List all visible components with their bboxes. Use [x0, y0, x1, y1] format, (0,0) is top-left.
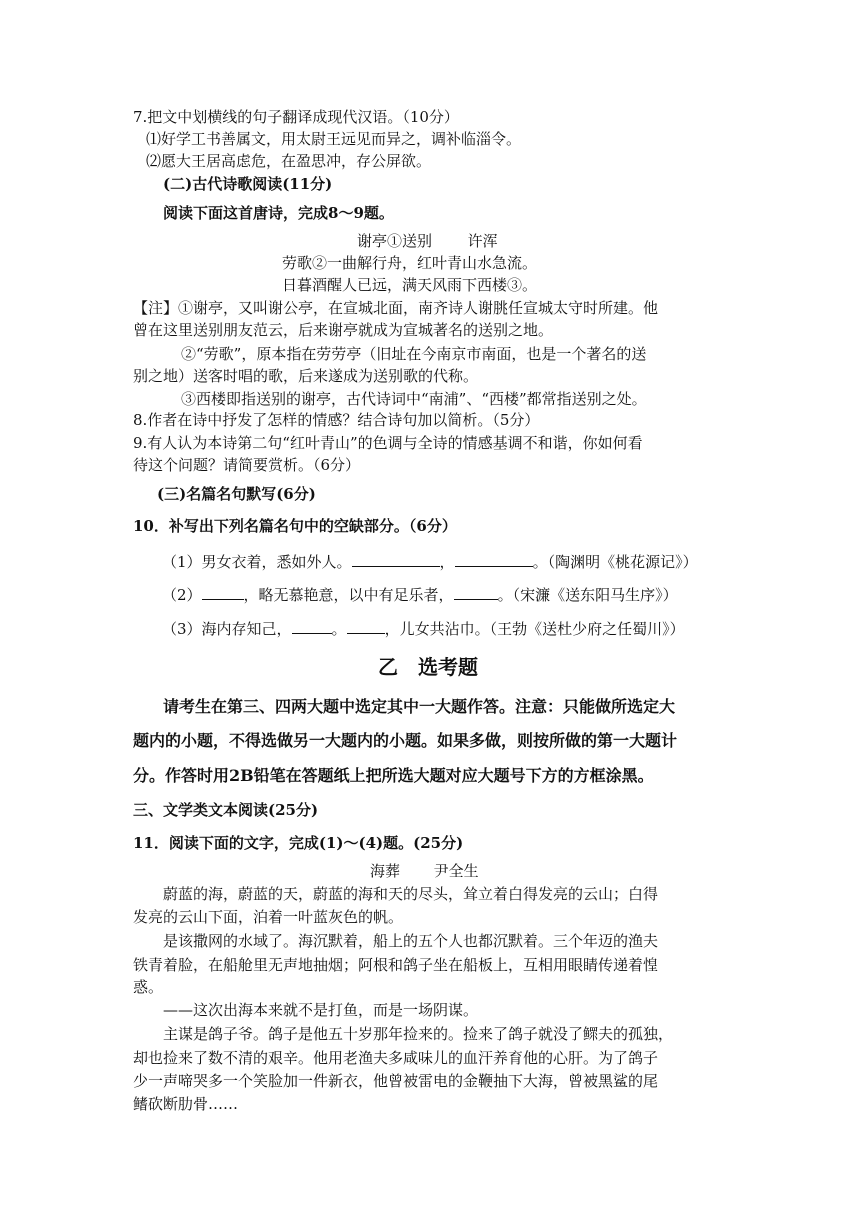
q9-line-2: 待这个问题？请简要赏析。（6分）: [133, 456, 361, 474]
story-p4-line-1: 主谋是鸽子爷。鸽子是他五十岁那年捡来的。捡来了鸽子就没了鳏夫的孤独，: [163, 1025, 674, 1043]
answer-blank[interactable]: [202, 585, 244, 600]
answer-blank[interactable]: [347, 619, 385, 634]
dictation-item-2-label: （2）: [162, 586, 202, 604]
poem-line-1: 劳歌②一曲解行舟，红叶青山水急流。: [282, 254, 538, 272]
q7-stem: 7.把文中划横线的句子翻译成现代汉语。（10分）: [133, 108, 459, 126]
dictation-item-1-source: 。（陶渊明《桃花源记》）: [532, 553, 698, 571]
story-title-text: 海葬: [370, 862, 401, 880]
dictation-item-2: [162, 585, 678, 605]
q7-sentence-1: ⑴好学工书善属文，用太尉王远见而异之，调补临淄令。: [146, 130, 522, 148]
dictation-item-2-source: 。（宋濂《送东阳马生序》）: [497, 586, 678, 604]
answer-blank[interactable]: [352, 552, 440, 567]
dictation-item-1: [162, 552, 698, 572]
answer-blank[interactable]: [454, 585, 498, 600]
poem-author: 许浑: [467, 232, 498, 250]
literature-heading: 三、文学类文本阅读(25分): [133, 801, 319, 819]
section-b-p2: 题内的小题，不得选做另一大题内的小题。如果多做，则按所做的第一大题计: [133, 731, 678, 750]
section-b-p1: 请考生在第三、四两大题中选定其中一大题作答。注意：只能做所选定大: [163, 697, 676, 716]
dictation-item-3-sep: 。: [331, 620, 347, 638]
story-author: 尹全生: [433, 862, 479, 880]
dictation-heading: (三)名篇名句默写(6分): [157, 485, 316, 503]
story-p4-line-2: 却也捡来了数不清的艰辛。他用老渔夫多咸味儿的血汗养育他的心肝。为了鸽子: [133, 1049, 659, 1067]
note-1-line-1: 【注】①谢亭，又叫谢公亭，在宣城北面，南齐诗人谢朓任宣城太守时所建。他: [133, 299, 659, 317]
note-2-line-1: ②“劳歌”，原本指在劳劳亭（旧址在今南京市南面，也是一个著名的送: [181, 345, 647, 363]
poem-title: [357, 231, 498, 251]
dictation-item-3-text: （3）海内存知己，: [162, 620, 292, 638]
q9-line-1: 9.有人认为本诗第二句“红叶青山”的色调与全诗的情感基调不和谐，你如何看: [133, 434, 643, 452]
note-3: ③西楼即指送别的谢亭，古代诗词中“南浦”、“西楼”都常指送别之处。: [181, 390, 647, 408]
poem-line-2: 日暮酒醒人已远，满天风雨下西楼③。: [282, 276, 538, 294]
story-p4-line-3: 少一声啼哭多一个笑脸加一件新衣，他曾被雷电的金鞭抽下大海，曾被黑鲨的尾: [133, 1072, 659, 1090]
dictation-item-2-text: ，略无慕艳意，以中有足乐者，: [243, 586, 454, 604]
q10: 10．补写出下列名篇名句中的空缺部分。（6分）: [133, 517, 457, 535]
poem-title-text: 谢亭①送别: [357, 232, 433, 250]
story-title: [370, 861, 479, 881]
dictation-item-3-source: ，儿女共沾巾。（王勃《送杜少府之任蜀川》）: [384, 620, 685, 638]
q7-sentence-2: ⑵愿大王居高虑危，在盈思冲，存公屏欲。: [146, 152, 432, 170]
section-b-p3: 分。作答时用2B铅笔在答题纸上把所选大题对应大题号下方的方框涂黑。: [133, 766, 654, 785]
story-p2-line-3: 惑。: [133, 978, 164, 996]
story-p1-line-2: 发亮的云山下面，泊着一叶蓝灰色的帆。: [133, 908, 404, 926]
q8: 8.作者在诗中抒发了怎样的情感？结合诗句加以简析。（5分）: [133, 411, 540, 429]
q11: 11．阅读下面的文字，完成(1)～(4)题。(25分): [133, 834, 464, 852]
section-b-title: 乙 选考题: [378, 655, 478, 679]
dictation-item-3: [162, 619, 685, 639]
note-1-line-2: 曾在这里送别朋友范云，后来谢亭就成为宣城著名的送别之地。: [133, 321, 554, 339]
story-p1-line-1: 蔚蓝的海，蔚蓝的天，蔚蓝的海和天的尽头，耸立着白得发亮的云山；白得: [163, 885, 659, 903]
note-2-line-2: 别之地）送客时唱的歌，后来遂成为送别歌的代称。: [133, 367, 479, 385]
story-p2-line-1: 是该撒网的水域了。海沉默着，船上的五个人也都沉默着。三个年迈的渔夫: [163, 932, 659, 950]
story-p3: ——这次出海本来就不是打鱼，而是一场阴谋。: [163, 1001, 479, 1019]
story-p2-line-2: 铁青着脸，在船舱里无声地抽烟；阿根和鸽子坐在船板上，互相用眼睛传递着惶: [133, 956, 659, 974]
dictation-item-1-sep: ，: [439, 553, 455, 571]
poetry-instruction: 阅读下面这首唐诗，完成8～9题。: [163, 204, 394, 222]
story-p4-line-4: 鳍砍断肋骨……: [133, 1095, 239, 1113]
poetry-heading: (二)古代诗歌阅读(11分): [163, 175, 333, 193]
answer-blank[interactable]: [292, 619, 332, 634]
dictation-item-1-text: （1）男女衣着，悉如外人。: [162, 553, 352, 571]
answer-blank[interactable]: [455, 552, 533, 567]
